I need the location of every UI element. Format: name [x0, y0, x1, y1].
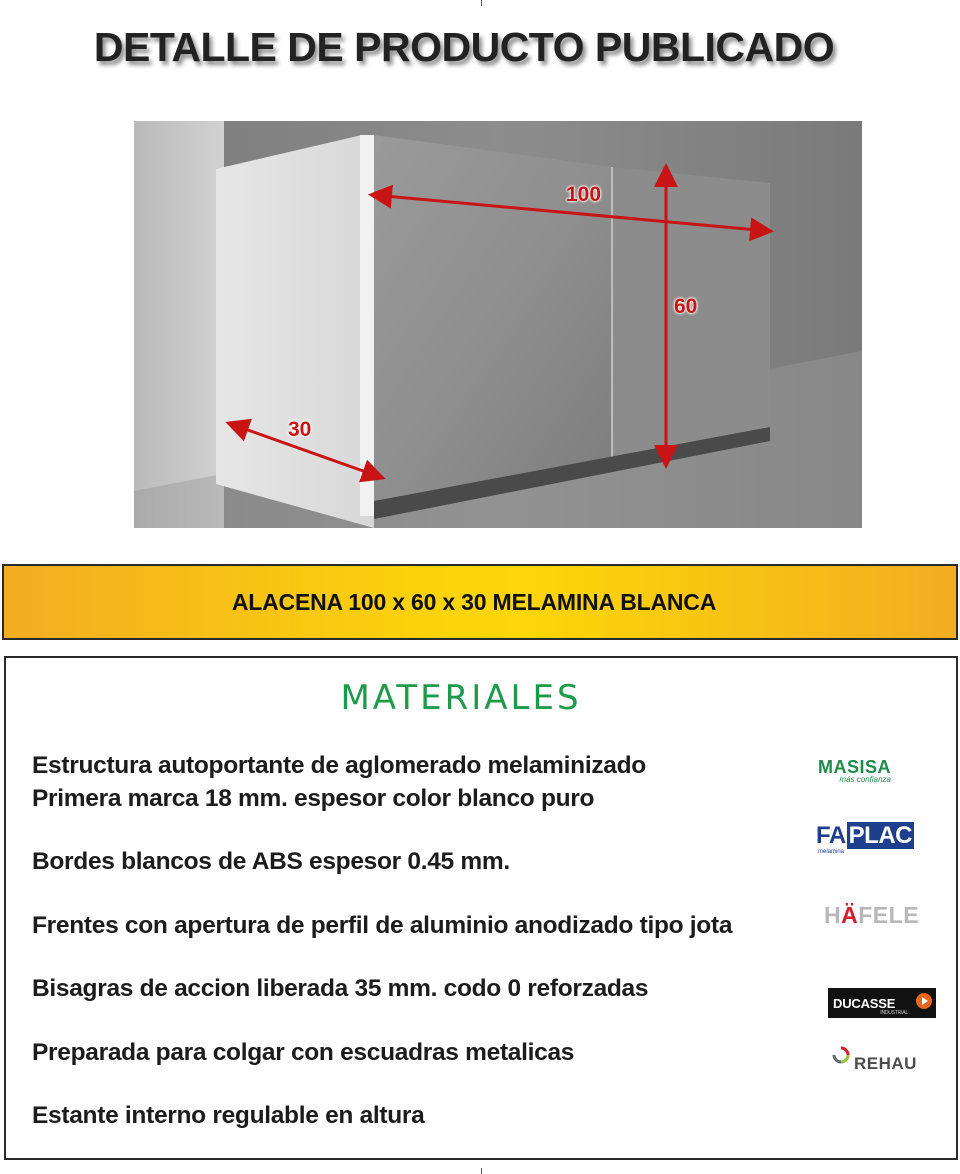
material-line-hinges: Bisagras de accion liberada 35 mm. codo 0 reforzadas [32, 975, 649, 1002]
faplac-name-part1: FA [816, 822, 846, 849]
masisa-tagline: más confianza [839, 775, 892, 784]
hafele-name [824, 902, 919, 929]
material-line-shelf: Estante interno regulable en altura [32, 1102, 425, 1129]
hafele-name-part2: FELE [858, 902, 920, 928]
cabinet-illustration [134, 121, 862, 528]
product-banner [2, 564, 958, 640]
left-wall [134, 121, 224, 528]
page-title: DETALLE DE PRODUCTO PUBLICADO [93, 24, 835, 70]
rehau-name: REHAU [854, 1054, 917, 1073]
hafele-name-dots: Ä [841, 902, 859, 928]
masisa-name: MASISA [818, 757, 892, 777]
ducasse-logo [828, 988, 936, 1018]
material-line-thickness: Primera marca 18 mm. espesor color blanco puro [32, 785, 595, 812]
height-label: 60 [674, 295, 698, 318]
depth-label: 30 [288, 418, 312, 441]
material-line-hanging: Preparada para colgar con escuadras metalicas [32, 1039, 575, 1066]
cabinet-side [216, 135, 374, 528]
faplac-logo [816, 822, 914, 855]
faplac-tagline: melamina [818, 849, 845, 855]
faplac-name [816, 824, 914, 848]
product-photo [134, 121, 862, 528]
product-name: ALACENA 100 x 60 x 30 MELAMINA BLANCA [231, 588, 717, 615]
hafele-name-part1: H [824, 902, 842, 928]
material-line-fronts: Frentes con apertura de perfil de aluminio anodizado tipo jota [32, 912, 733, 939]
play-icon [916, 993, 932, 1009]
hafele-logo [824, 902, 919, 929]
rehau-logo [832, 1046, 917, 1074]
materials-title: MATERIALES [340, 678, 582, 718]
ducasse-badge [828, 988, 936, 1018]
crop-mark-top [481, 0, 482, 6]
width-label: 100 [566, 183, 602, 206]
ducasse-tagline: INDUSTRIAL [880, 1010, 908, 1016]
crop-mark-bottom [481, 1168, 482, 1174]
masisa-logo [818, 758, 891, 784]
material-line-edges: Bordes blancos de ABS espesor 0.45 mm. [32, 848, 510, 875]
ducasse-name: DUCASSE [833, 995, 896, 1011]
rehau-ring-icon [832, 1046, 850, 1064]
cabinet-edge [360, 135, 374, 516]
material-line-structure: Estructura autoportante de aglomerado melaminizado [32, 752, 646, 779]
materials-panel [4, 656, 958, 1160]
faplac-name-part2: PLAC [848, 822, 913, 849]
